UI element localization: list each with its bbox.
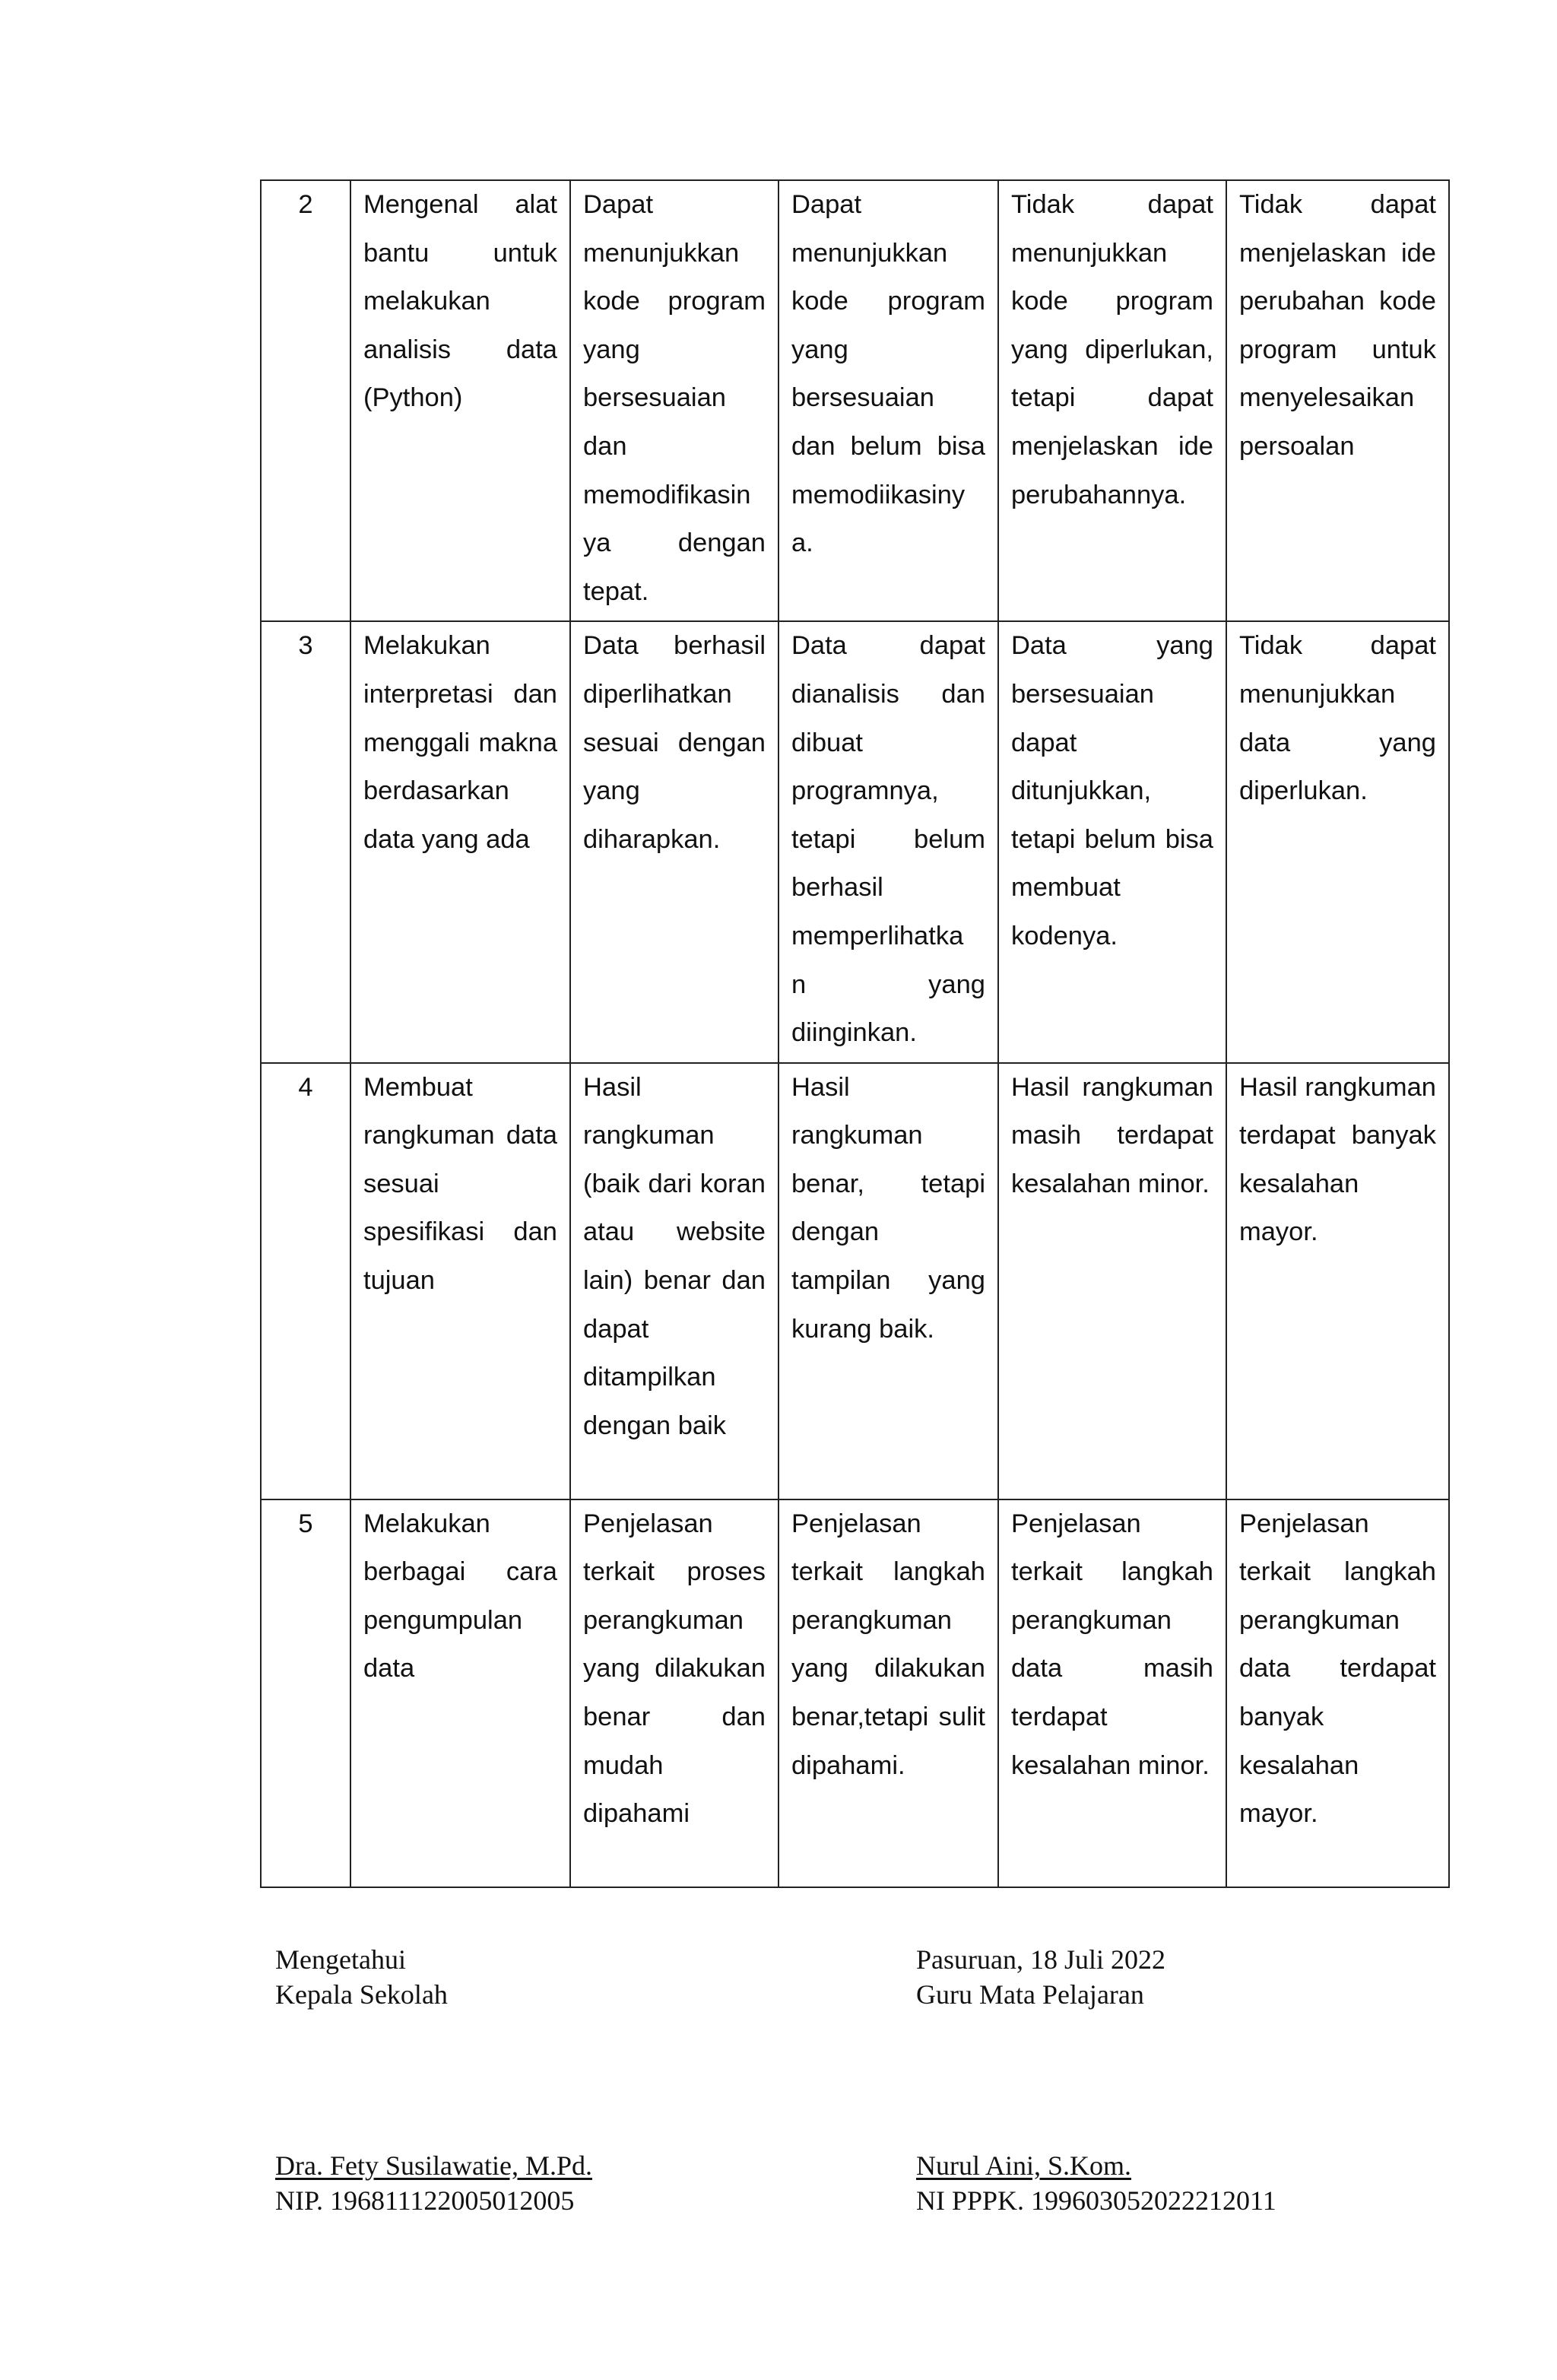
row-number: 4 — [261, 1063, 350, 1499]
indicator-cell: Melakukan berbagai cara pengumpulan data — [350, 1499, 570, 1887]
criteria-cell: Tidak dapat menjelaskan ide perubahan kode program untuk menyelesaikan persoalan — [1226, 180, 1449, 621]
indicator-cell: Mengenal alat bantu untuk melakukan analisis data (Python) — [350, 180, 570, 621]
criteria-cell: Tidak dapat menunjukkan data yang diperlukan. — [1226, 621, 1449, 1062]
assessment-rubric-table — [260, 179, 1450, 1888]
table-row — [261, 1499, 1449, 1887]
principal-title: Kepala Sekolah — [275, 1979, 448, 2010]
indicator-cell: Melakukan interpretasi dan menggali makna berdasarkan data yang ada — [350, 621, 570, 1062]
criteria-cell: Penjelasan terkait langkah perangkuman data masih terdapat kesalahan minor. — [998, 1499, 1226, 1887]
signature-space — [916, 2012, 1276, 2148]
criteria-cell: Penjelasan terkait langkah perangkuman data terdapat banyak kesalahan mayor. — [1226, 1499, 1449, 1887]
teacher-id: NI PPPK. 199603052022212011 — [916, 2185, 1276, 2216]
criteria-cell: Data berhasil diperlihatkan sesuai dengan yang diharapkan. — [570, 621, 778, 1062]
criteria-cell: Hasil rangkuman masih terdapat kesalahan minor. — [998, 1063, 1226, 1499]
row-number: 3 — [261, 621, 350, 1062]
indicator-cell: Membuat rangkuman data sesuai spesifikasi dan tujuan — [350, 1063, 570, 1499]
criteria-cell: Data dapat dianalisis dan dibuat programnya, tetapi belum berhasil memperlihatka n yang diinginkan. — [778, 621, 998, 1062]
criteria-cell: Dapat menunjukkan kode program yang bersesuaian dan memodifikasin ya dengan tepat. — [570, 180, 778, 621]
teacher-title: Guru Mata Pelajaran — [916, 1979, 1144, 2010]
criteria-cell: Dapat menunjukkan kode program yang bersesuaian dan belum bisa memodiikasiny a. — [778, 180, 998, 621]
criteria-cell: Hasil rangkuman (baik dari koran atau website lain) benar dan dapat ditampilkan dengan baik — [570, 1063, 778, 1499]
principal-signature-block — [275, 1942, 592, 2218]
principal-id: NIP. 196811122005012005 — [275, 2185, 575, 2216]
place-date: Pasuruan, 18 Juli 2022 — [916, 1944, 1165, 1975]
row-number: 2 — [261, 180, 350, 621]
row-number: 5 — [261, 1499, 350, 1887]
teacher-signature-block — [916, 1942, 1276, 2218]
criteria-cell: Tidak dapat menunjukkan kode program yang diperlukan, tetapi dapat menjelaskan ide perubahannya. — [998, 180, 1226, 621]
principal-name: Dra. Fety Susilawatie, M.Pd. — [275, 2150, 592, 2181]
criteria-cell: Penjelasan terkait proses perangkuman yang dilakukan benar dan mudah dipahami — [570, 1499, 778, 1887]
table-row — [261, 1063, 1449, 1499]
criteria-cell: Data yang bersesuaian dapat ditunjukkan, tetapi belum bisa membuat kodenya. — [998, 621, 1226, 1062]
criteria-cell: Penjelasan terkait langkah perangkuman yang dilakukan benar,tetapi sulit dipahami. — [778, 1499, 998, 1887]
criteria-cell: Hasil rangkuman benar, tetapi dengan tampilan yang kurang baik. — [778, 1063, 998, 1499]
signature-space — [275, 2012, 592, 2148]
table-row — [261, 621, 1449, 1062]
teacher-name: Nurul Aini, S.Kom. — [916, 2150, 1132, 2181]
criteria-cell: Hasil rangkuman terdapat banyak kesalahan mayor. — [1226, 1063, 1449, 1499]
table-row — [261, 180, 1449, 621]
acknowledgement-label: Mengetahui — [275, 1944, 406, 1975]
